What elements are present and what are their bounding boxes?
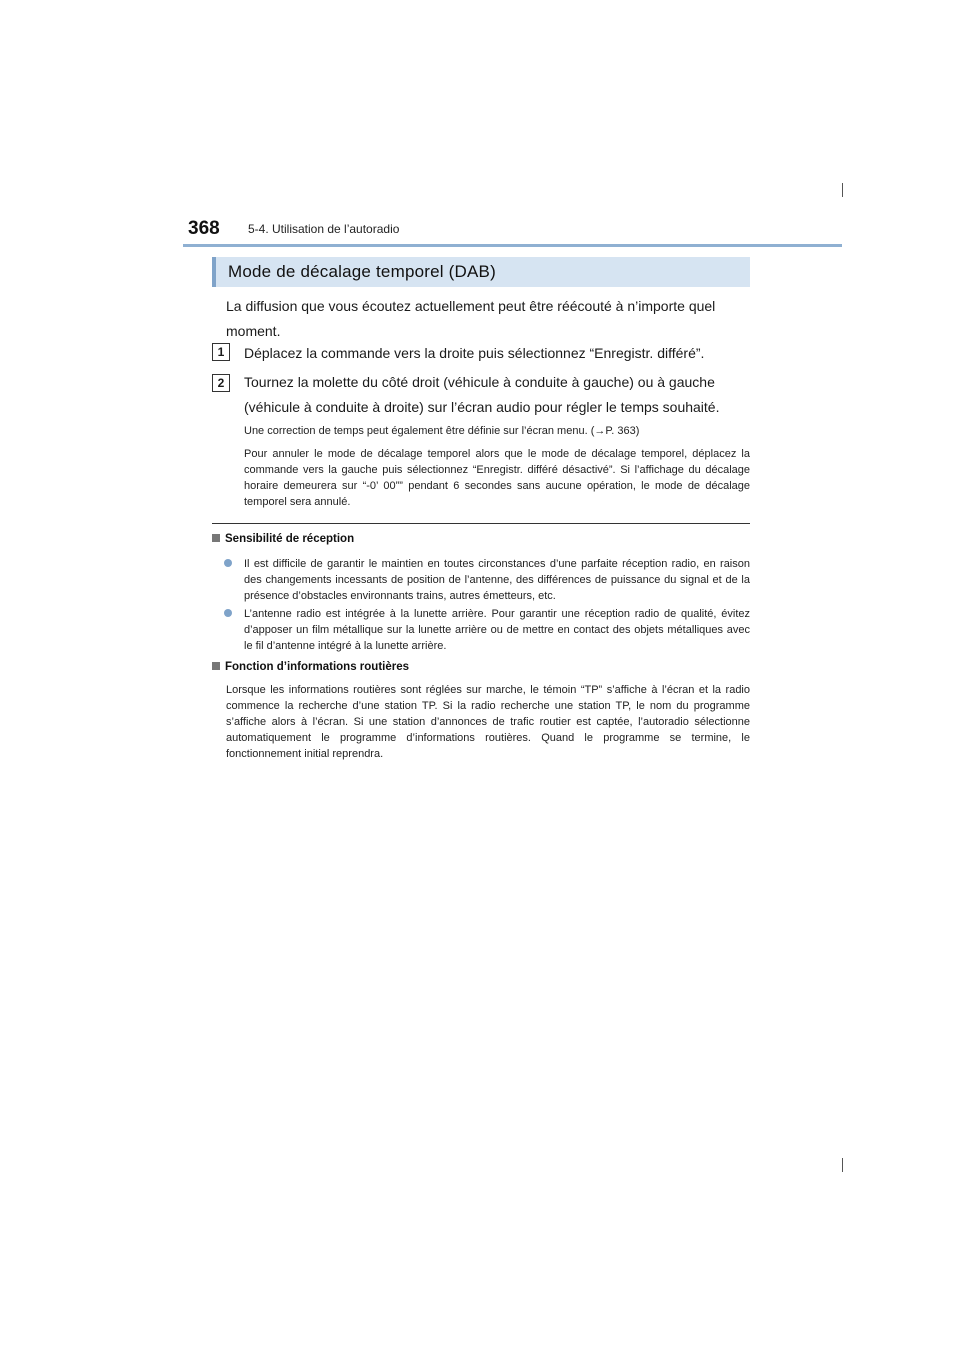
section-heading-reception: [212, 533, 354, 545]
square-bullet-icon: [212, 662, 220, 670]
intro-text: La diffusion que vous écoutez actuellement peut être réécouté à n’importe quel moment.: [226, 298, 716, 339]
page-number: 368: [188, 218, 220, 239]
crop-mark-bottom: [842, 1158, 843, 1172]
list-item: [212, 606, 750, 654]
crop-mark-top: [842, 183, 843, 197]
square-bullet-icon: [212, 534, 220, 542]
step-text-2: Tournez la molette du côté droit (véhicule à conduite à gauche) ou à gauche (véhicule à conduite à droite) sur l’écran audio pour régler le temps souhaité.: [244, 374, 720, 415]
note-1: Une correction de temps peut également être définie sur l’écran menu. (→P. 363): [244, 425, 640, 437]
step-number-2: 2: [212, 374, 230, 392]
section-heading-traffic-text: Fonction d’informations routières: [225, 661, 410, 673]
section-heading-traffic: [212, 661, 409, 673]
divider: [212, 523, 750, 524]
subheading: Mode de décalage temporel (DAB): [228, 262, 496, 281]
list-item-text: Il est difficile de garantir le maintien en toutes circonstances d’une parfaite réception radio, en raison des changements incessants de position de l’antenne, des différences de puissance du signal et de la présence d’obstacles environnants trains, autres émetteurs, etc.: [244, 558, 750, 602]
note-2: Pour annuler le mode de décalage temporel alors que le mode de décalage temporel, déplacez la commande vers la gauche puis sélectionnez “Enregistr. différé désactivé”. Si l’affichage du décalage horaire demeurera sur “-0’ 00”” pendant 6 secondes sans aucune opération, le mode de décalage temporel sera annulé.: [244, 448, 750, 508]
header-rule: [183, 244, 842, 247]
step-text-1: Déplacez la commande vers la droite puis sélectionnez “Enregistr. différé”.: [244, 345, 705, 361]
section-title: 5-4. Utilisation de l’autoradio: [248, 222, 400, 236]
list-item-text: L’antenne radio est intégrée à la lunette arrière. Pour garantir une réception radio de qualité, évitez d’apposer un film métallique sur la lunette arrière ou de mettre en contact des objets métalliques avec le fil d’antenne intégré à la lunette arrière.: [244, 608, 750, 652]
section-heading-reception-text: Sensibilité de réception: [225, 533, 355, 545]
traffic-paragraph: Lorsque les informations routières sont réglées sur marche, le témoin “TP” s’affiche à l’écran et la radio commence la recherche d’une station TP. Si la radio recherche une station TP, le nom du programme s’affiche alors à l’écran. Si une station d’annonces de trafic routier est captée, l’autoradio sélectionne automatiquement le programme d’informations routières. Quand le programme se termine, le fonctionnement initial reprendra.: [226, 684, 750, 760]
subheading-box: [212, 257, 750, 287]
circle-bullet-icon: [224, 609, 232, 617]
circle-bullet-icon: [224, 559, 232, 567]
step-number-1: 1: [212, 343, 230, 361]
list-item: [212, 556, 750, 604]
